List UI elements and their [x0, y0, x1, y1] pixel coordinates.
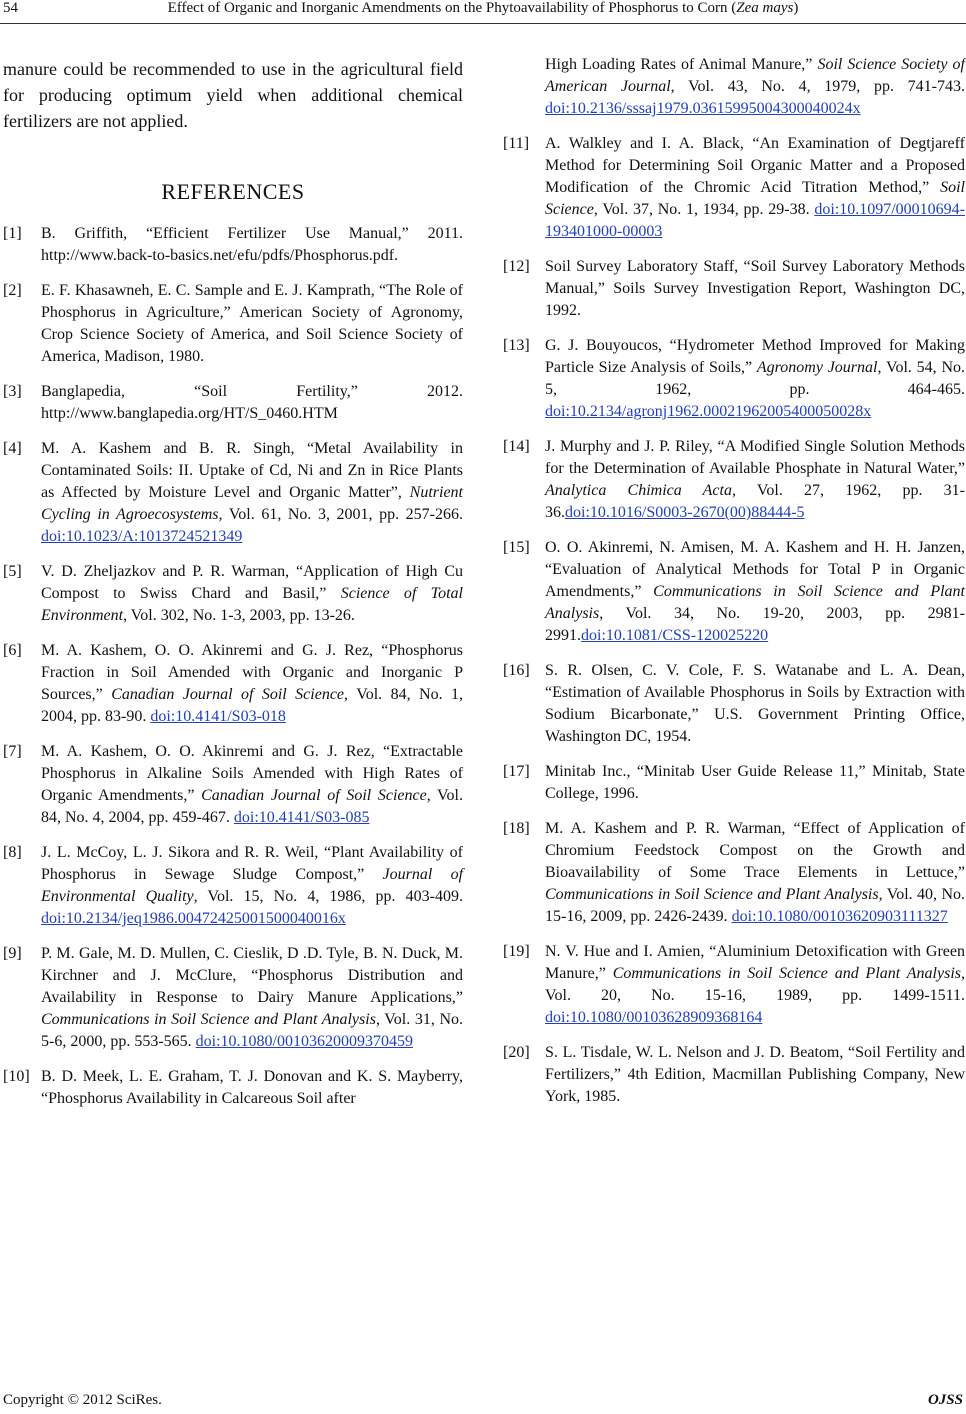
reference-doi-link[interactable]: doi:10.1080/00103620009370459	[195, 1033, 413, 1050]
reference-details: , Vol. 302, No. 1-3, 2003, pp. 13-26.	[123, 607, 355, 624]
reference-number: [19]	[503, 943, 530, 960]
reference-journal: Nutrient Cycling in Agroecosystems	[41, 484, 463, 523]
reference-journal: Soil Science	[545, 179, 965, 218]
ref-10-doi-link[interactable]: doi:10.2136/sssaj1979.03615995004300040024x	[545, 100, 861, 117]
reference-authors-title: M. A. Kashem, O. O. Akinremi and G. J. Rez, “Phosphorus Fraction in Soil Amended with Organic and Inorganic P Sources,”	[41, 642, 463, 703]
reference-number: [7]	[3, 743, 22, 760]
reference-journal: Science of Total Environment	[41, 585, 463, 624]
reference-authors-title: M. A. Kashem, O. O. Akinremi and G. J. Rez, “Extractable Phosphorus in Alkaline Soils Amended with High Rates of Organic Amendments,”	[41, 743, 463, 804]
ref-10-cont-text: High Loading Rates of Animal Manure,”	[545, 56, 818, 73]
reference-doi-link[interactable]: doi:10.4141/S03-085	[233, 809, 370, 826]
reference-7	[3, 741, 463, 829]
reference-15	[503, 537, 965, 647]
running-title-species: Zea mays	[736, 0, 794, 16]
reference-number: [14]	[503, 438, 530, 455]
reference-authors-title: S. L. Tisdale, W. L. Nelson and J. D. Beatom, “Soil Fertility and Fertilizers,” 4th Edition, Macmillan Publishing Company, New York, 1985.	[545, 1044, 965, 1105]
reference-authors-title: J. Murphy and J. P. Riley, “A Modified Single Solution Methods for the Determination of Available Phosphate in Natural Water,”	[545, 438, 965, 477]
reference-text	[545, 539, 965, 644]
reference-text	[41, 563, 463, 624]
reference-number: [2]	[3, 282, 22, 299]
reference-journal: Communications in Soil Science and Plant Analysis	[612, 965, 961, 982]
reference-text	[41, 1068, 463, 1107]
reference-details: , Vol. 31, No. 5-6, 2000, pp. 553-565.	[41, 1011, 463, 1050]
reference-details: , Vol. 61, No. 3, 2001, pp. 257-266.	[218, 506, 464, 523]
reference-authors-title: J. L. McCoy, L. J. Sikora and R. R. Weil, “Plant Availability of Phosphorus in Sewage Sludge Compost,”	[41, 844, 463, 883]
reference-authors-title: Minitab Inc., “Minitab User Guide Release 11,” Minitab, State College, 1996.	[545, 763, 965, 802]
body-paragraph: manure could be recommended to use in the agricultural field for producing optimum yield when additional chemical fertilizers are not applied.	[3, 59, 463, 131]
reference-4	[3, 438, 463, 548]
reference-text	[41, 282, 463, 365]
reference-number: [20]	[503, 1044, 530, 1061]
reference-3	[3, 381, 463, 425]
reference-details: , Vol. 34, No. 19-20, 2003, pp. 2981-2991.	[545, 605, 965, 644]
references-heading: REFERENCES	[161, 179, 305, 204]
reference-text	[545, 1044, 965, 1105]
reference-text	[545, 943, 965, 1026]
reference-journal: Canadian Journal of Soil Science	[201, 787, 427, 804]
reference-doi-link[interactable]: doi:10.2134/agronj1962.00021962005400050028x	[545, 403, 872, 420]
reference-authors-title: S. R. Olsen, C. V. Cole, F. S. Watanabe and L. A. Dean, “Estimation of Available Phosphorus in Soils by Extraction with Sodium Bicarbonate,” U.S. Government Printing Office, Washington DC, 1954.	[545, 662, 965, 745]
reference-text	[545, 662, 965, 745]
reference-number: [17]	[503, 763, 530, 780]
reference-text	[545, 763, 965, 802]
reference-text	[545, 258, 965, 319]
footer-copyright: Copyright © 2012 SciRes.	[3, 1392, 162, 1408]
reference-number: [5]	[3, 563, 22, 580]
reference-authors-title: O. O. Akinremi, N. Amisen, M. A. Kashem and H. H. Janzen, “Evaluation of Analytical Methods for Total P in Organic Amendments,”	[545, 539, 965, 600]
page-number: 54	[3, 0, 18, 16]
reference-16	[503, 660, 965, 748]
reference-details: , Vol. 54, No. 5, 1962, pp. 464-465.	[545, 359, 966, 398]
running-title	[0, 0, 966, 17]
reference-authors-title: A. Walkley and I. A. Black, “An Examination of Degtjareff Method for Determining Soil Organic Matter and a Proposed Modification of the Chromic Acid Titration Method,”	[545, 135, 965, 196]
reference-details: , Vol. 84, No. 1, 2004, pp. 83-90.	[41, 686, 464, 725]
reference-doi-link[interactable]: doi:10.1023/A:1013724521349	[41, 528, 243, 545]
reference-doi-link[interactable]: doi:10.1097/00010694-193401000-00003	[545, 201, 965, 240]
ref-10-cont-journal: Soil Science Society of American Journal	[545, 56, 965, 95]
reference-authors-title: G. J. Bouyoucos, “Hydrometer Method Improved for Making Particle Size Analysis of Soils,”	[545, 337, 965, 376]
reference-details: , Vol. 37, No. 1, 1934, pp. 29-38.	[593, 201, 815, 218]
reference-doi-link[interactable]: doi:10.4141/S03-018	[150, 708, 286, 725]
reference-doi-link[interactable]: doi:10.1080/00103628909368164	[545, 1009, 763, 1026]
footer-journal: OJSS	[927, 1392, 963, 1408]
references-list-left	[3, 223, 463, 1110]
reference-number: [6]	[3, 642, 22, 659]
reference-2	[3, 280, 463, 368]
reference-number: [18]	[503, 820, 530, 837]
reference-details: , Vol. 15, No. 4, 1986, pp. 403-409.	[193, 888, 464, 905]
reference-5	[3, 561, 463, 627]
reference-authors-title: M. A. Kashem and P. R. Warman, “Effect of Application of Chromium Feedstock Compost on the Growth and Bioavailability of Some Trace Elements in Lettuce,”	[545, 820, 965, 881]
reference-text	[41, 844, 463, 927]
reference-text	[41, 642, 463, 725]
ref-10-cont-details: , Vol. 43, No. 4, 1979, pp. 741-743.	[670, 78, 966, 95]
reference-text	[41, 440, 463, 545]
reference-journal: Canadian Journal of Soil Science	[111, 686, 345, 703]
reference-text	[41, 383, 463, 422]
references-list-right	[503, 133, 965, 1108]
reference-number: [11]	[503, 135, 530, 152]
reference-14	[503, 436, 965, 524]
reference-authors-title: E. F. Khasawneh, E. C. Sample and E. J. Kamprath, “The Role of Phosphorus in Agriculture,” American Society of Agronomy, Crop Science Society of America, and Soil Science Society of America, Madison, 1980.	[41, 282, 463, 365]
reference-text	[545, 337, 965, 420]
reference-6	[3, 640, 463, 728]
reference-10	[3, 1066, 463, 1110]
reference-10-continued	[503, 54, 965, 120]
reference-details: , Vol. 40, No. 15-16, 2009, pp. 2426-2439.	[545, 886, 966, 925]
right-column	[503, 54, 965, 1121]
reference-authors-title: V. D. Zheljazkov and P. R. Warman, “Application of High Cu Compost to Swiss Chard and Basil,”	[41, 563, 463, 602]
reference-journal: Communications in Soil Science and Plant Analysis	[545, 886, 879, 903]
reference-number: [12]	[503, 258, 530, 275]
reference-number: [15]	[503, 539, 530, 556]
reference-doi-link[interactable]: doi:10.2134/jeq1986.00472425001500040016x	[41, 910, 346, 927]
reference-text	[41, 743, 463, 826]
reference-number: [1]	[3, 225, 22, 242]
reference-number: [16]	[503, 662, 530, 679]
reference-8	[3, 842, 463, 930]
reference-20	[503, 1042, 965, 1108]
running-title-close: )	[793, 0, 799, 16]
reference-13	[503, 335, 965, 423]
reference-authors-title: M. A. Kashem and B. R. Singh, “Metal Availability in Contaminated Soils: II. Uptake of Cd, Ni and Zn in Rice Plants as Affected by Moisture Level and Organic Matter”,	[41, 440, 463, 501]
reference-details: , Vol. 27, 1962, pp. 31-36.	[545, 482, 965, 521]
left-column	[3, 46, 463, 1123]
reference-authors-title: N. V. Hue and I. Amien, “Aluminium Detoxification with Green Manure,”	[545, 943, 965, 982]
reference-number: [10]	[3, 1068, 30, 1085]
reference-journal: Analytica Chimica Acta	[545, 482, 732, 499]
reference-text	[545, 135, 965, 240]
reference-journal: Communications in Soil Science and Plant Analysis	[41, 1011, 376, 1028]
reference-authors-title: B. Griffith, “Efficient Fertilizer Use Manual,” 2011. http://www.back-to-basics.net/efu/pdfs/Phosphorus.pdf.	[41, 225, 463, 264]
reference-journal: Journal of Environmental Quality	[41, 866, 464, 905]
reference-details: , Vol. 84, No. 4, 2004, pp. 459-467.	[41, 787, 463, 826]
reference-number: [4]	[3, 440, 22, 457]
reference-number: [9]	[3, 945, 22, 962]
reference-9	[3, 943, 463, 1053]
reference-doi-link[interactable]: doi:10.1016/S0003-2670(00)88444-5	[565, 504, 805, 521]
reference-number: [8]	[3, 844, 22, 861]
reference-18	[503, 818, 965, 928]
reference-text	[41, 945, 463, 1050]
reference-authors-title: B. D. Meek, L. E. Graham, T. J. Donovan and K. S. Mayberry, “Phosphorus Availability in Calcareous Soil after	[41, 1068, 463, 1107]
reference-text	[545, 438, 965, 521]
reference-number: [3]	[3, 383, 22, 400]
reference-details: , Vol. 20, No. 15-16, 1989, pp. 1499-1511.	[545, 965, 965, 1004]
reference-authors-title: Soil Survey Laboratory Staff, “Soil Survey Laboratory Methods Manual,” Soils Survey Investigation Report, Washington DC, 1992.	[545, 258, 965, 319]
reference-journal: Communications in Soil Science and Plant Analysis	[545, 583, 966, 622]
reference-number: [13]	[503, 337, 530, 354]
reference-text	[545, 820, 965, 925]
header-rule	[0, 23, 966, 24]
reference-text	[41, 225, 463, 264]
reference-doi-link[interactable]: doi:10.1081/CSS-120025220	[581, 627, 769, 644]
reference-authors-title: Banglapedia, “Soil Fertility,” 2012. http://www.banglapedia.org/HT/S_0460.HTM	[41, 383, 463, 422]
reference-12	[503, 256, 965, 322]
reference-11	[503, 133, 965, 243]
reference-17	[503, 761, 965, 805]
reference-authors-title: P. M. Gale, M. D. Mullen, C. Cieslik, D .D. Tyle, B. N. Duck, M. Kirchner and J. McClure, “Phosphorus Distribution and Availability in Response to Dairy Manure Applications,”	[41, 945, 463, 1006]
running-title-text: Effect of Organic and Inorganic Amendments on the Phytoavailability of Phosphorus to Corn (	[167, 0, 737, 16]
reference-journal: Agronomy Journal	[756, 359, 878, 376]
reference-doi-link[interactable]: doi:10.1080/00103620903111327	[731, 908, 948, 925]
reference-19	[503, 941, 965, 1029]
reference-1	[3, 223, 463, 267]
